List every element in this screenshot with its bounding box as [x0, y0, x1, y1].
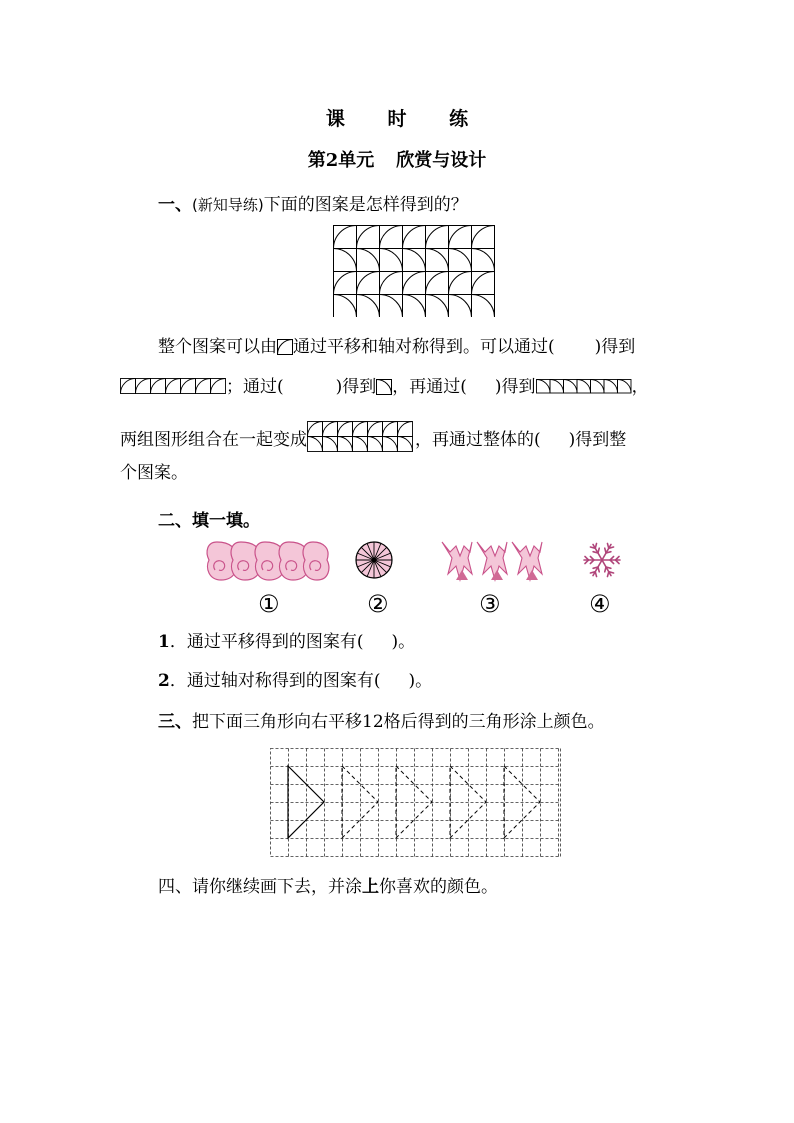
- tiled-pattern-figure: [333, 225, 497, 317]
- original-triangle: [288, 766, 324, 838]
- row-arc: [338, 422, 353, 437]
- row-arc: [121, 379, 136, 394]
- section1-heading: [158, 190, 468, 215]
- combined-rows-icon: [307, 421, 415, 453]
- row-arc: [368, 437, 383, 452]
- row-arc: [151, 379, 166, 394]
- q2-end: )。: [408, 671, 433, 691]
- section2-heading-text: 填一填。: [192, 511, 260, 531]
- s3-number: 12: [362, 712, 384, 732]
- row-arc: [383, 437, 398, 452]
- pattern-arc: [426, 226, 449, 249]
- pattern-arc: [472, 295, 495, 318]
- pattern-arc: [472, 249, 495, 272]
- mirrored-tile-icon: [376, 379, 392, 395]
- row-arc: [590, 380, 604, 394]
- grid-triangles-figure: [270, 748, 562, 858]
- pattern-arc: [449, 249, 472, 272]
- s4-text-bold: 上: [362, 877, 379, 897]
- s1-text-k: )得到整: [568, 430, 627, 450]
- label-4: ④: [589, 590, 611, 618]
- row-arc: [136, 379, 151, 394]
- pattern-arc: [334, 249, 357, 272]
- section1-index: 一、: [158, 195, 192, 215]
- row-arc: [353, 422, 368, 437]
- row-arc: [563, 380, 577, 394]
- section4-heading: [158, 877, 498, 897]
- pattern-arc: [403, 295, 426, 318]
- section1-line2: [120, 377, 649, 397]
- pattern-arc: [403, 272, 426, 295]
- q1-end: )。: [391, 632, 416, 652]
- s1-text-f: ，再通过(: [392, 377, 467, 397]
- q2-text: ．通过轴对称得到的图案有(: [169, 671, 381, 691]
- s1-text-l: 个图案。: [120, 463, 188, 483]
- row-arc: [338, 437, 353, 452]
- pattern-arc: [449, 295, 472, 318]
- pattern-arc: [426, 272, 449, 295]
- snowflake-branch: [607, 543, 608, 548]
- section3-heading: [158, 712, 605, 732]
- section2-heading: [158, 506, 260, 531]
- section1-note: (新知导练): [192, 196, 264, 214]
- translated-triangle-2: [396, 766, 432, 838]
- pattern-arc: [426, 295, 449, 318]
- snowflake-icon: [578, 538, 626, 582]
- pattern-arc: [334, 272, 357, 295]
- section2-q2: [158, 671, 432, 691]
- label-1: ①: [258, 590, 280, 618]
- s1-text-d: ；通过(: [226, 377, 284, 397]
- s1-text-c: )得到: [594, 337, 636, 357]
- row-arc: [398, 437, 413, 452]
- row-arc: [323, 422, 338, 437]
- q1-number: 1: [158, 632, 170, 652]
- translated-triangle-4: [504, 766, 540, 838]
- tile-row-icon: [120, 377, 226, 395]
- row-arc: [577, 380, 591, 394]
- s1-text-h: ，: [631, 377, 649, 397]
- translated-triangle-1: [342, 766, 378, 838]
- snowflake-branch: [598, 567, 599, 572]
- row-arc: [308, 437, 323, 452]
- q2-number: 2: [158, 671, 170, 691]
- unit-title: [0, 146, 794, 172]
- s4-text-a: 请你继续画下去，并涂: [192, 877, 362, 897]
- section4-index: 四、: [158, 877, 192, 897]
- s1-text-e: )得到: [335, 377, 377, 397]
- q1-text: ．通过平移得到的图案有(: [169, 632, 364, 652]
- row-arc: [166, 379, 181, 394]
- wheel-pattern-icon: [354, 540, 394, 580]
- row-arc: [323, 437, 338, 452]
- row-arc: [211, 379, 226, 394]
- s1-text-g: )得到: [494, 377, 536, 397]
- pattern-arc: [357, 295, 380, 318]
- pattern-arc: [334, 226, 357, 249]
- row-arc: [383, 422, 398, 437]
- unit-topic: 欣赏与设计: [396, 150, 487, 171]
- translated-triangle-3: [450, 766, 486, 838]
- row-arc: [368, 422, 383, 437]
- section1-line1: [158, 337, 635, 357]
- pattern-arc: [403, 226, 426, 249]
- row-arc: [308, 422, 323, 437]
- section1-line3: [120, 421, 626, 453]
- pattern-arc: [380, 249, 403, 272]
- pattern-arc: [472, 272, 495, 295]
- row-arc: [617, 380, 631, 394]
- section2-index: 二、: [158, 511, 192, 531]
- label-3: ③: [479, 590, 501, 618]
- s3-text-b: 格后得到的三角形涂上颜色。: [383, 712, 605, 732]
- row-arc: [353, 437, 368, 452]
- s3-text-a: 把下面三角形向右平移: [192, 712, 362, 732]
- pattern-arc: [357, 226, 380, 249]
- pattern-arc: [334, 295, 357, 318]
- label-2: ②: [367, 590, 389, 618]
- row-arc: [604, 380, 618, 394]
- section1-line4: [120, 463, 188, 483]
- page-title: 课 时 练: [325, 108, 487, 130]
- snowflake-branch: [595, 572, 596, 577]
- pattern-arc: [449, 226, 472, 249]
- s4-text-b: 你喜欢的颜色。: [379, 877, 498, 897]
- mirrored-tile-row-icon: [536, 377, 632, 395]
- row-arc: [196, 379, 211, 394]
- pattern-arc: [403, 249, 426, 272]
- s1-text-j: ，再通过整体的(: [415, 430, 541, 450]
- row-arc: [536, 380, 550, 394]
- row-arc: [550, 380, 564, 394]
- pattern-arc: [380, 226, 403, 249]
- row-arc: [398, 422, 413, 437]
- pattern-arc: [357, 249, 380, 272]
- tile-icon: [277, 339, 293, 355]
- row-arc: [181, 379, 196, 394]
- unit-number: 第2单元: [307, 150, 375, 171]
- leaf-pattern-icon: [438, 538, 546, 584]
- pattern-arc: [449, 272, 472, 295]
- s1-text-a: 整个图案可以由: [158, 337, 277, 357]
- pattern-arc: [472, 226, 495, 249]
- section3-index: 三、: [158, 712, 192, 732]
- pattern-arc: [357, 272, 380, 295]
- s1-text-b: 通过平移和轴对称得到。可以通过(: [293, 337, 555, 357]
- half-arc-pattern-icon: [205, 538, 330, 584]
- section1-question: 下面的图案是怎样得到的？: [263, 195, 468, 215]
- pattern-arc: [426, 249, 449, 272]
- pattern-tiles: [334, 226, 495, 318]
- section2-q1: [158, 632, 415, 652]
- pattern-arc: [380, 295, 403, 318]
- pattern-arc: [380, 272, 403, 295]
- s1-text-i: 两组图形组合在一起变成: [120, 430, 307, 450]
- snowflake-branch: [605, 548, 606, 553]
